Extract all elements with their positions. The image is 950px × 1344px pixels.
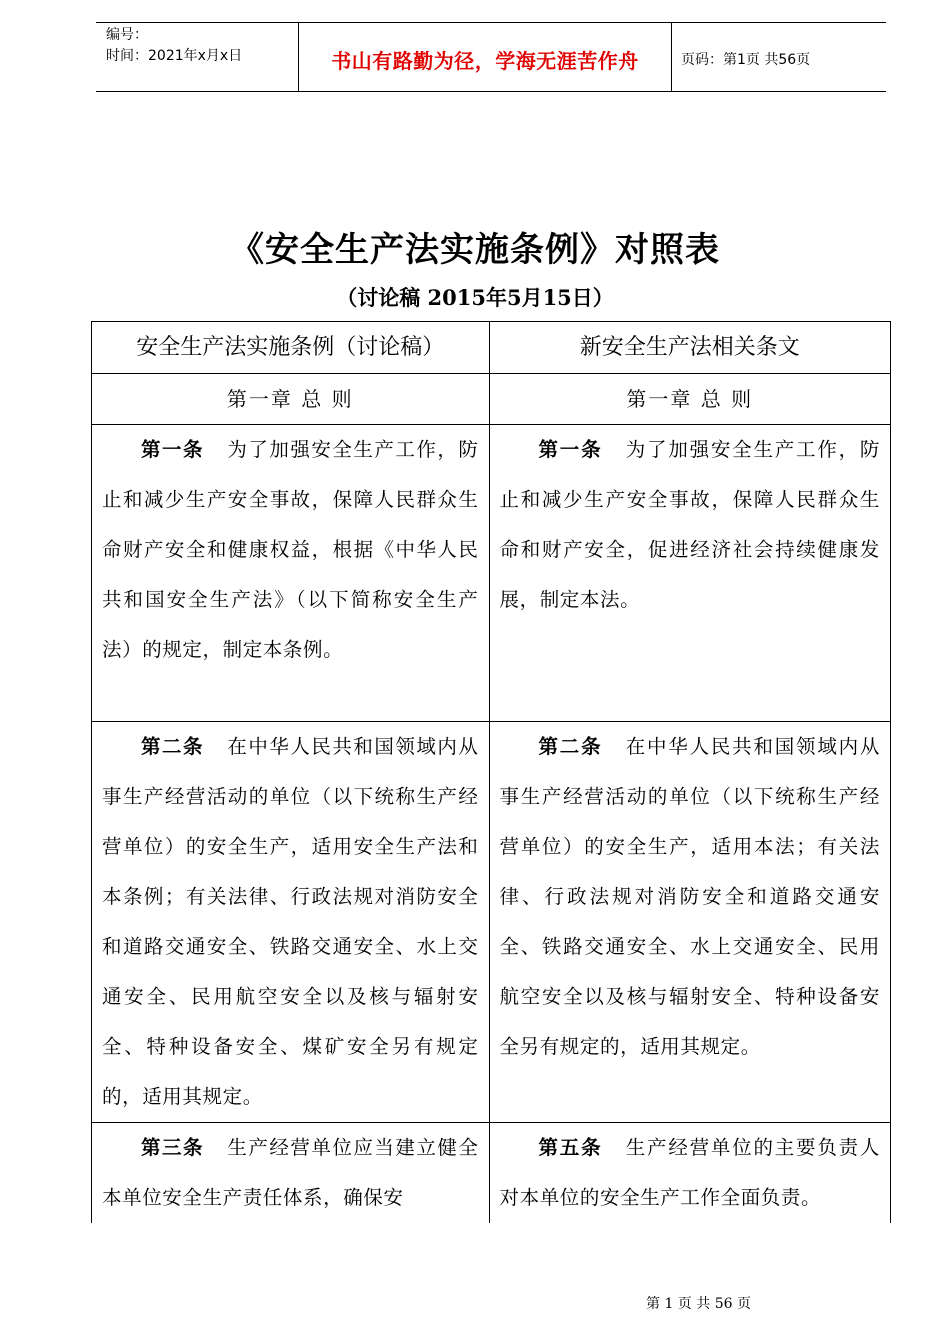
table-header-row <box>92 322 891 374</box>
article-text: 生产经营单位的主要负责人对本单位的安全生产工作全面负责。 <box>499 1136 880 1209</box>
header-motto: 书山有路勤为径，学海无涯苦作舟 <box>331 49 639 73</box>
article-cell <box>92 722 489 1122</box>
table-row <box>92 1123 891 1224</box>
article-cell <box>490 1123 891 1223</box>
comparison-table <box>91 321 891 1223</box>
article-text: 生产经营单位应当建立健全本单位安全生产责任体系，确保安 <box>102 1136 479 1209</box>
chapter-title: 第一章 总 则 <box>626 387 754 411</box>
column-header-regulation: 安全生产法实施条例（讨论稿） <box>136 335 445 360</box>
article-label: 第二条 <box>538 735 603 758</box>
article-text: 在中华人民共和国领域内从事生产经营活动的单位（以下统称生产经营单位）的安全生产，适用本法；有关法律、行政法规对消防安全和道路交通安全、铁路交通安全、水上交通安全、民用航空安全以及核与辐射安全、特种设备安全另有规定的，适用其规定。 <box>499 735 880 1058</box>
article-label: 第五条 <box>538 1136 603 1159</box>
header-number: 编号： <box>106 27 148 43</box>
header-page-info: 页码：第1页 共56页 <box>681 52 811 68</box>
page-header <box>96 22 886 92</box>
table-row <box>92 722 891 1123</box>
header-time: 时间：2021年x月x日 <box>106 48 243 64</box>
article-cell <box>490 722 891 1072</box>
document-subtitle: （讨论稿 2015年5月15日） <box>336 285 614 310</box>
article-label: 第三条 <box>141 1136 204 1159</box>
table-row <box>92 425 891 722</box>
document-title: 《安全生产法实施条例》对照表 <box>230 230 720 270</box>
article-label: 第一条 <box>141 438 204 461</box>
article-cell <box>490 425 891 625</box>
article-text: 在中华人民共和国领域内从事生产经营活动的单位（以下统称生产经营单位）的安全生产，适用安全生产法和本条例；有关法律、行政法规对消防安全和道路交通安全、铁路交通安全、水上交通安全、民用航空安全以及核与辐射安全、特种设备安全、煤矿安全另有规定的，适用其规定。 <box>102 735 479 1108</box>
article-label: 第一条 <box>538 438 603 461</box>
article-cell <box>92 1123 489 1223</box>
page-footer: 第 1 页 共 56 页 <box>646 1296 751 1312</box>
column-header-law: 新安全生产法相关条文 <box>579 335 800 360</box>
header-meta <box>106 25 242 67</box>
article-text: 为了加强安全生产工作，防止和减少生产安全事故，保障人民群众生命和财产安全，促进经济社会持续健康发展，制定本法。 <box>499 438 880 611</box>
header-divider <box>671 23 672 91</box>
article-text: 为了加强安全生产工作，防止和减少生产安全事故，保障人民群众生命财产安全和健康权益，根据《中华人民共和国安全生产法》（以下简称安全生产法）的规定，制定本条例。 <box>102 438 479 661</box>
chapter-row <box>92 374 891 425</box>
chapter-title: 第一章 总 则 <box>226 387 354 411</box>
article-label: 第二条 <box>141 735 204 758</box>
article-cell <box>92 425 489 675</box>
